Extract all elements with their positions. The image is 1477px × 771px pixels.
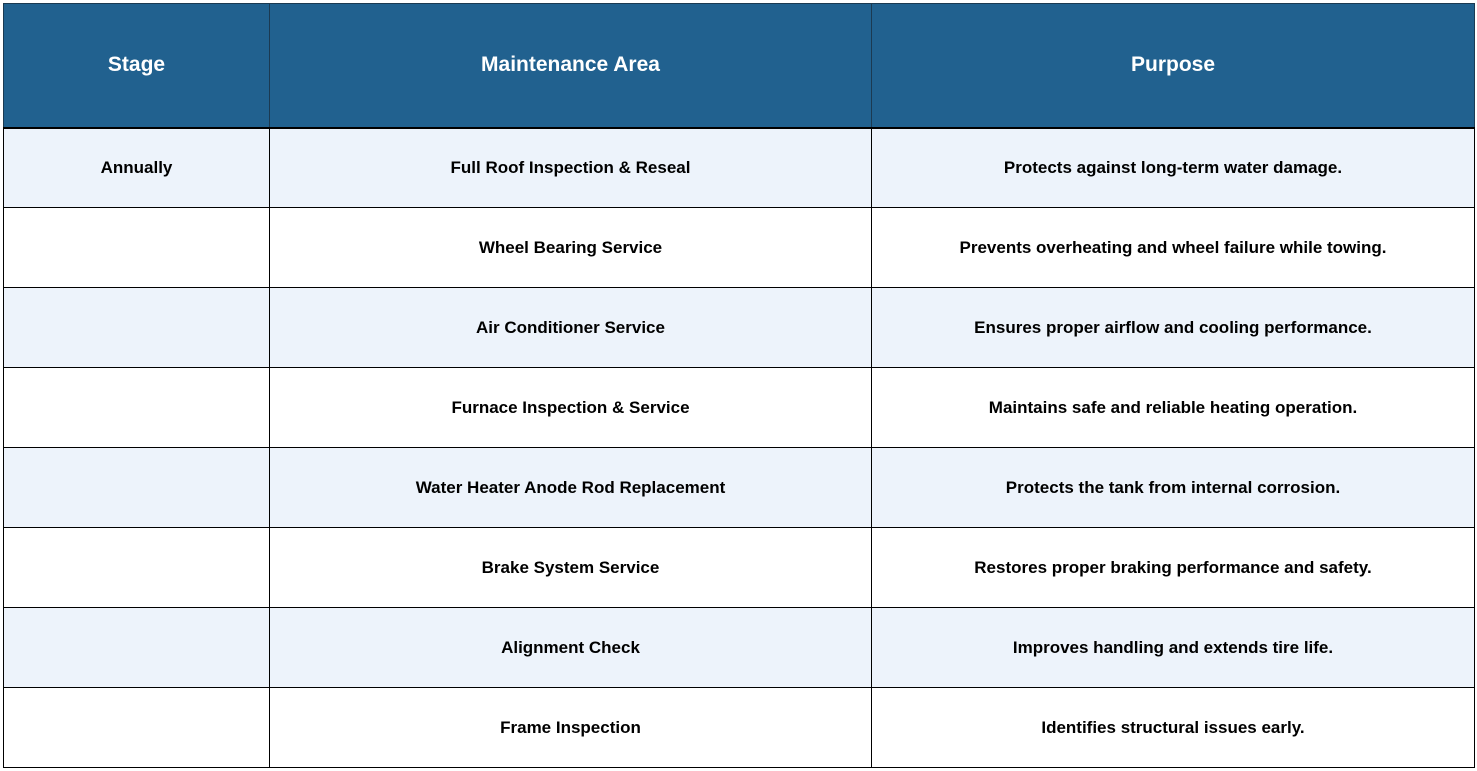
table-row [4,448,1475,528]
purpose-cell: Restores proper braking performance and safety. [872,528,1475,608]
purpose-cell: Identifies structural issues early. [872,688,1475,768]
maintenance-area-cell: Furnace Inspection & Service [270,368,872,448]
maintenance-area-cell: Frame Inspection [270,688,872,768]
table-body [4,128,1475,768]
table-row [4,688,1475,768]
header-maintenance-area: Maintenance Area [270,4,872,128]
table-row [4,528,1475,608]
maintenance-area-cell: Wheel Bearing Service [270,208,872,288]
header-stage: Stage [4,4,270,128]
maintenance-area-cell: Full Roof Inspection & Reseal [270,128,872,208]
table-row [4,128,1475,208]
stage-cell [4,608,270,688]
maintenance-area-cell: Air Conditioner Service [270,288,872,368]
purpose-cell: Protects the tank from internal corrosion. [872,448,1475,528]
stage-cell [4,368,270,448]
maintenance-table-container [3,3,1474,768]
stage-cell [4,528,270,608]
purpose-cell: Protects against long-term water damage. [872,128,1475,208]
stage-cell [4,448,270,528]
maintenance-area-cell: Brake System Service [270,528,872,608]
maintenance-table [3,3,1475,768]
maintenance-area-cell: Water Heater Anode Rod Replacement [270,448,872,528]
table-header [4,4,1475,128]
stage-cell: Annually [4,128,270,208]
table-row [4,208,1475,288]
table-row [4,608,1475,688]
header-purpose: Purpose [872,4,1475,128]
maintenance-area-cell: Alignment Check [270,608,872,688]
purpose-cell: Maintains safe and reliable heating operation. [872,368,1475,448]
stage-cell [4,208,270,288]
table-row [4,288,1475,368]
purpose-cell: Ensures proper airflow and cooling performance. [872,288,1475,368]
table-row [4,368,1475,448]
purpose-cell: Improves handling and extends tire life. [872,608,1475,688]
stage-cell [4,688,270,768]
header-row [4,4,1475,128]
purpose-cell: Prevents overheating and wheel failure while towing. [872,208,1475,288]
stage-cell [4,288,270,368]
